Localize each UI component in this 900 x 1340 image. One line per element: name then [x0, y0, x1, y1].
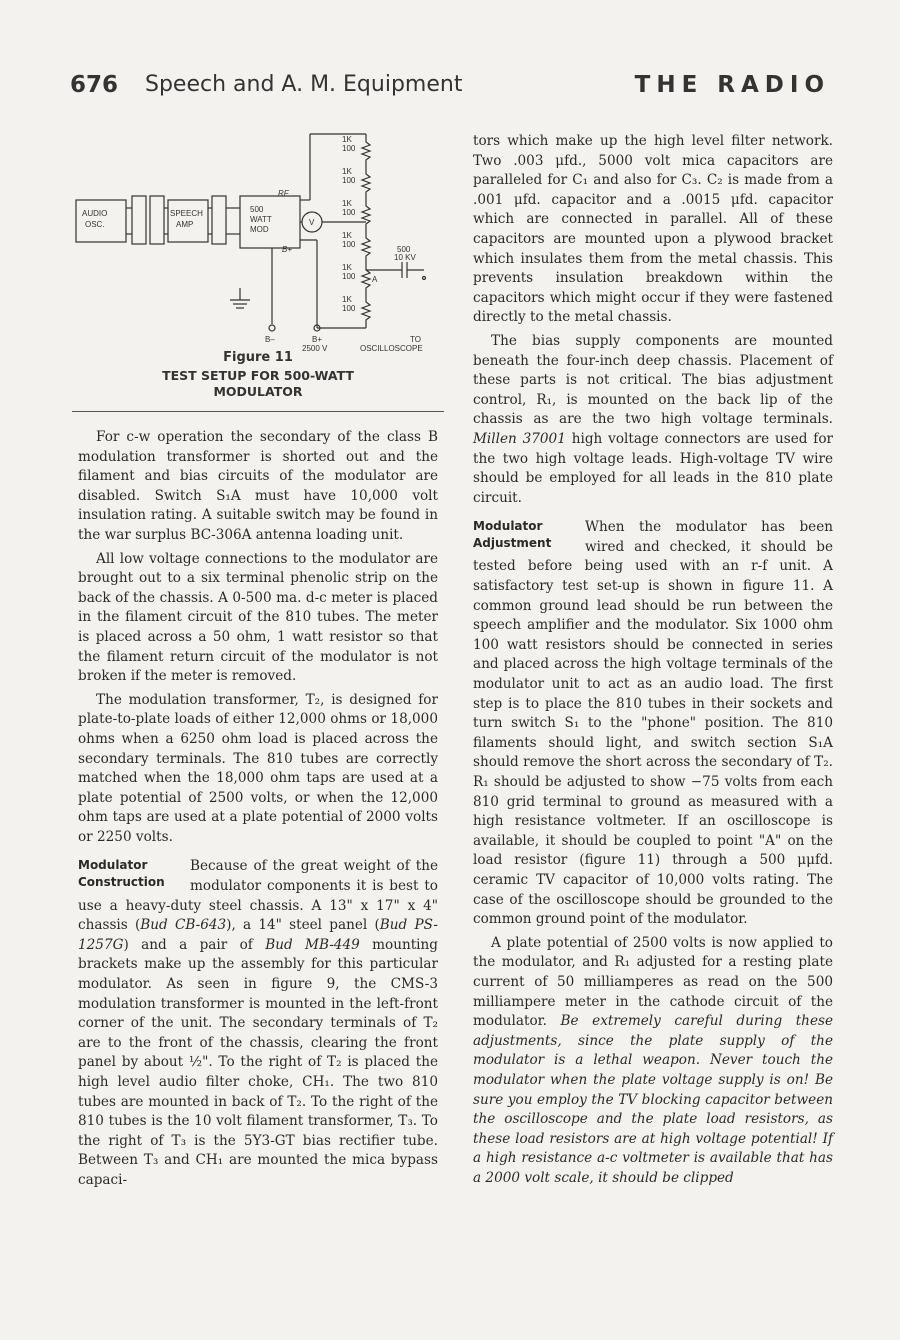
text-run: A plate potential of 2500 volts is now applied to the modulator, and R₁ adjusted for a resting plate current of 50 milliamperes as read on the 500 milliampere meter in the cathode circuit of the modulator. [473, 934, 833, 1030]
subhead-line1: Modulator [473, 519, 543, 534]
figure-title [72, 368, 444, 400]
part-name: Bud CB-643 [140, 917, 227, 934]
paragraph: The modulation transformer, T₂, is designed for plate-to-plate loads of either 12,000 ohms or 18,000 ohms when a 6250 ohm load is placed across the secondary terminals. The 810 tubes are correctly matched when the 18,000 ohm taps are used at a plate potential of 2500 volts, or when the 12,000 ohm taps are used at a plate potential of 2000 volts or 2250 volts. [78, 691, 438, 845]
mod-label-2: WATT [250, 215, 272, 224]
text-run: ), a 14" steel panel ( [226, 917, 380, 934]
resistor-3-value: 1K [342, 199, 352, 208]
b-minus-label: B– [265, 335, 275, 344]
page-number: 676 [70, 72, 119, 98]
text-run: Because of the great weight of the modulator components it is best to use a heavy-duty steel chassis. A 13" x 17" x 4" chassis ( [78, 858, 438, 934]
resistor-6-value: 1K [342, 295, 352, 304]
part-name: Bud PS-1257G [78, 917, 438, 953]
resistor-5-watts: 100 [342, 272, 356, 281]
audio-osc-label-1: AUDIO [82, 209, 108, 218]
right-column [473, 132, 833, 1188]
speech-amp-label-1: SPEECH [170, 209, 203, 218]
rf-label: RF [278, 189, 289, 198]
left-column [78, 428, 438, 1191]
part-name: Millen 37001 [473, 430, 566, 447]
oscilloscope-label: OSCILLOSCOPE [360, 344, 423, 353]
mod-label-3: MOD [250, 225, 269, 234]
paragraph [473, 332, 833, 508]
resistor-1-watts: 100 [342, 144, 356, 153]
resistor-5-value: 1K [342, 263, 352, 272]
figure-rule [72, 411, 444, 412]
paragraph [78, 857, 438, 1190]
subhead-construction [78, 857, 190, 891]
resistor-1-value: 1K [342, 135, 352, 144]
mod-label-1: 500 [250, 205, 264, 214]
figure-title-line1: TEST SETUP FOR 500-WATT [162, 368, 354, 383]
construction-section [78, 857, 438, 1190]
speech-amp-label-2: AMP [176, 220, 194, 229]
subhead-adjustment [473, 518, 585, 552]
paragraph: For c-w operation the secondary of the class B modulation transformer is shorted out and the filament and bias circuits of the modulator are disabled. Switch S₁A must have 10,000 volt insulation rating. A suitable switch may be found in the war surplus BC-306A antenna loading unit. [78, 429, 438, 543]
resistor-2-watts: 100 [342, 176, 356, 185]
b-plus-label: B+ [312, 335, 323, 344]
meter-label: V [309, 218, 315, 227]
part-name: Bud MB-449 [265, 936, 360, 953]
figure-number: Figure 11 [223, 350, 293, 365]
capacitor-label-1: 500 [397, 245, 411, 254]
warning-text: Be extremely careful during these adjustments, since the plate supply of the modulator is a lethal weapon. Never touch the modulator when the plate voltage supply is on! Be sure you employ the TV blocking capacitor between the oscilloscope and the plate load resistors, as these load resistors are at high voltage potential! If a high resistance a-c voltmeter is available that has a 2000 volt scale, it should be clipped [473, 1013, 834, 1186]
text-run: The bias supply components are mounted beneath the four-inch deep chassis. Placement of these parts is not critical. The bias adjustment control, R₁, is mounted on the back lip of the chassis as are the two high voltage terminals. [473, 332, 833, 428]
resistor-6-watts: 100 [342, 304, 356, 313]
text-run: mounting brackets make up the assembly for this particular modulator. As seen in figure 9, the CMS-3 modulation transformer is mounted in the left-front corner of the unit. The secondary terminals of T₂ are to the front of the chassis, clearing the front panel by about ½". To the right of T₂ is placed the high level audio filter choke, CH₁. The two 810 tubes are mounted in back of T₂. To the right of the 810 tubes is the 10 volt filament transformer, T₃. To the right of T₃ is the 5Y3-GT bias rectifier tube. Between T₃ and CH₁ are mounted the mica bypass capaci- [78, 936, 438, 1188]
running-title: THE RADIO [634, 72, 830, 98]
text-run: ) and a pair of [123, 936, 266, 953]
text-run: high voltage connectors are used for the two high voltage leads. High-voltage TV wire should be employed for all leads in the 810 plate circuit. [473, 430, 834, 506]
subhead-line2: Construction [78, 875, 165, 890]
figure-caption [72, 350, 444, 400]
resistor-3-watts: 100 [342, 208, 356, 217]
resistor-string [362, 134, 370, 328]
figure-title-line2: MODULATOR [213, 384, 303, 399]
b-plus-volts-label: 2500 V [302, 344, 328, 353]
resistor-2-value: 1K [342, 167, 352, 176]
subhead-line1: Modulator [78, 858, 148, 873]
point-a-label: A [372, 275, 378, 284]
section-title: Speech and A. M. Equipment [145, 72, 463, 97]
page-header [70, 72, 830, 108]
paragraph: tors which make up the high level filter network. Two .003 μfd., 5000 volt mica capacitors are paralleled for C₁ and also for C₃. C₂ is made from a .001 μfd. capacitor and a .0015 μfd. capacitor which are connected in parallel. All of these capacitors are mounted upon a plywood bracket which insulates them from the metal chassis. This prevents insulation breakdown within the capacitors which might occur if they were fastened directly to the metal chassis. [473, 133, 833, 326]
subhead-line2: Adjustment [473, 536, 552, 551]
resistor-4-watts: 100 [342, 240, 356, 249]
bplus-small-label: B+ [282, 245, 293, 254]
paragraph: When the modulator has been wired and checked, it should be tested before being used with an r-f unit. A satisfactory test set-up is shown in figure 11. A common ground lead should be run between the speech amplifier and the modulator. Six 1000 ohm 100 watt resistors should be connected in series and placed across the high voltage terminals of the modulator unit to act as an audio load. The first step is to place the 810 tubes in their sockets and turn switch S₁ to the "phone" position. The 810 filaments should light, and switch section S₁A should remove the short across the secondary of T₂. R₁ should be adjusted to show −75 volts from each 810 grid terminal to ground as measured with a high resistance voltmeter. If an oscilloscope is available, it should be coupled to point "A" on the load resistor (figure 11) through a 500 μμfd. ceramic TV capacitor of 10,000 volts rating. The case of the oscilloscope should be grounded to the common ground point of the modulator. [473, 519, 833, 928]
paragraph: All low voltage connections to the modulator are brought out to a six terminal phenolic strip on the back of the chassis. A 0-500 ma. d-c meter is placed in the filament circuit of the 810 tubes. The meter is placed across a 50 ohm, 1 watt resistor so that the filament return circuit of the modulator is not broken if the meter is removed. [78, 550, 438, 685]
capacitor-label-2: 10 KV [394, 253, 416, 262]
paragraph [473, 934, 833, 1189]
resistor-4-value: 1K [342, 231, 352, 240]
audio-osc-label-2: OSC. [85, 220, 105, 229]
to-label: TO [410, 335, 421, 344]
adjustment-section [473, 518, 833, 929]
